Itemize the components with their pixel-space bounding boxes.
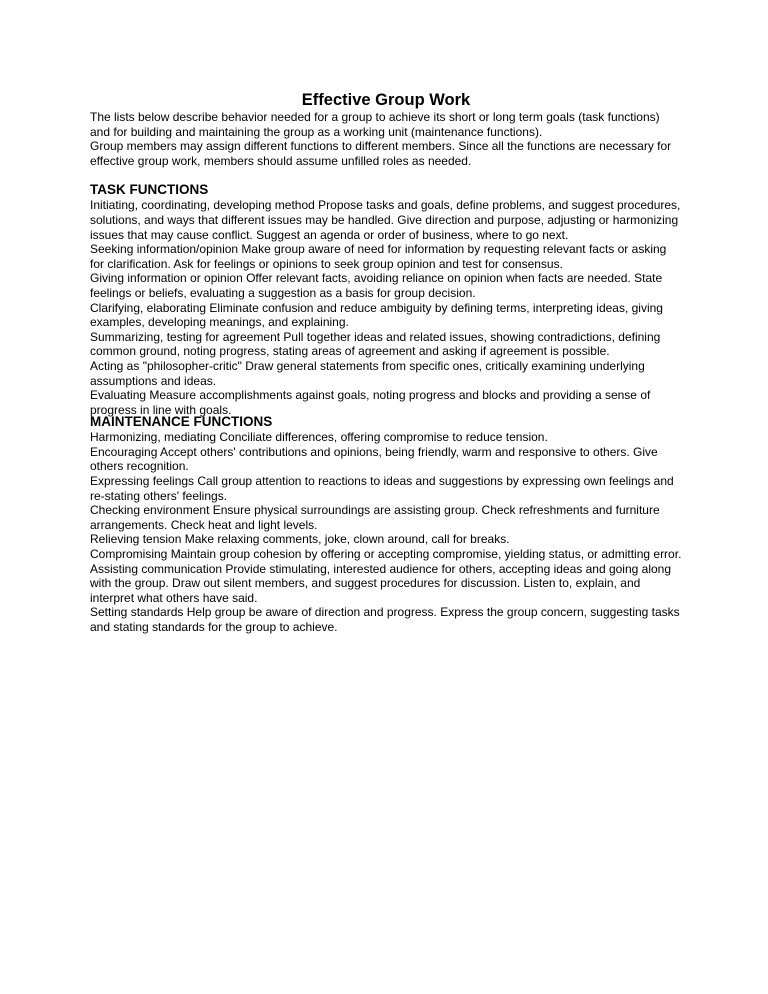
document-title: Effective Group Work bbox=[301, 91, 471, 109]
task-function-entry: Evaluating Measure accomplishments against goals, noting progress and blocks and providing a sense of progress in line with goals. bbox=[90, 388, 651, 417]
task-function-entry: Giving information or opinion Offer relevant facts, avoiding reliance on opinion when facts are needed. State feelings or beliefs, evaluating a suggestion as a basis for group decision. bbox=[90, 271, 663, 300]
maintenance-function-entry: Assisting communication Provide stimulating, interested audience for others, accepting ideas and going along with the group. Draw out silent members, and suggest procedures for discussion. Listen to, explain, and interpret what others have said. bbox=[90, 561, 672, 605]
task-function-entry: Clarifying, elaborating Eliminate confusion and reduce ambiguity by defining terms, interpreting ideas, giving examples, developing meanings, and explaining. bbox=[90, 300, 663, 330]
maintenance-functions-list bbox=[90, 430, 682, 634]
maintenance-functions-heading: MAINTENANCE FUNCTIONS bbox=[90, 414, 273, 430]
maintenance-function-entry: Setting standards Help group be aware of direction and progress. Express the group concern, suggesting tasks and stating standards for the group to achieve. bbox=[90, 605, 680, 634]
task-function-entry: Summarizing, testing for agreement Pull together ideas and related issues, showing contradictions, defining common ground, noting progress, stating areas of agreement and asking if agreement is possible. bbox=[90, 329, 661, 359]
maintenance-function-entry: Checking environment Ensure physical surroundings are assisting group. Check refreshments and furniture arrangements. Check heat and light levels. bbox=[90, 503, 660, 532]
maintenance-function-entry: Harmonizing, mediating Conciliate differences, offering compromise to reduce tension. bbox=[90, 430, 548, 445]
task-functions-heading: TASK FUNCTIONS bbox=[90, 182, 209, 198]
maintenance-function-entry: Expressing feelings Call group attention to reactions to ideas and suggestions by expressing own feelings and re-stating others' feelings. bbox=[90, 474, 674, 503]
maintenance-function-entry: Compromising Maintain group cohesion by offering or accepting compromise, yielding status, or admitting error. bbox=[90, 547, 682, 562]
task-function-entry: Seeking information/opinion Make group aware of need for information by requesting relevant facts or asking for clarification. Ask for feelings or opinions to seek group opinion and test for consensus. bbox=[90, 242, 667, 271]
document-page bbox=[90, 90, 682, 635]
intro-line: The lists below describe behavior needed for a group to achieve its short or long term goals (task functions) and for building and maintaining the group as a working unit (maintenance functions). bbox=[90, 110, 660, 139]
task-function-entry: Acting as "philosopher-critic" Draw general statements from specific ones, critically examining underlying assumptions and ideas. bbox=[90, 358, 645, 388]
task-functions-list bbox=[90, 198, 682, 417]
task-function-entry: Initiating, coordinating, developing method Propose tasks and goals, define problems, and suggest procedures, solutions, and ways that different issues may be handled. Give direction and purpose, adjusting or harmonizing issues that may cause conflict. Suggest an agenda or order of business, where to go next. bbox=[90, 198, 681, 242]
intro-paragraph bbox=[90, 110, 682, 168]
maintenance-function-entry: Encouraging Accept others' contributions and opinions, being friendly, warm and responsive to others. Give others recognition. bbox=[90, 444, 658, 474]
maintenance-function-entry: Relieving tension Make relaxing comments, joke, clown around, call for breaks. bbox=[90, 532, 510, 547]
intro-line: Group members may assign different functions to different members. Since all the functions are necessary for effective group work, members should assume unfilled roles as needed. bbox=[90, 139, 672, 168]
